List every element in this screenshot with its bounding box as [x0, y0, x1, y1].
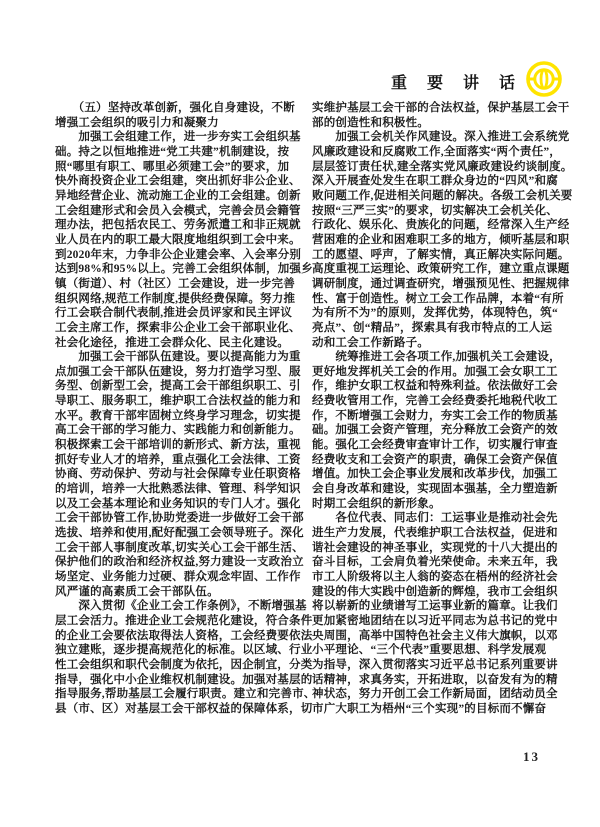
text-line: 小平理论、“三个代表”重要思想、科学发展观 — [312, 644, 547, 657]
text-line: 经费收管用工作，完善工会经费委托地税代收工 — [312, 395, 558, 408]
text-line: 础。持之以恒地推进“党工共建”机制建设，按 — [55, 145, 290, 158]
text-line: 按照“三严三实”的要求，切实解决工会机关化、 — [312, 204, 558, 217]
text-line: 时期工会组织的新形象。 — [312, 497, 441, 510]
text-line: 达到98%和95%以上。完善工会组织体制，加强乡 — [55, 263, 313, 276]
text-line: 快外商投资企业工会组建，突出抓好非公企业、 — [55, 175, 301, 188]
text-line: 部的创造性和积极性。 — [312, 116, 429, 129]
text-line: 层层签订责任状,建全落实党风廉政建设约谈制度。 — [312, 160, 573, 173]
text-line: 性工会组织和职代会制度为依托，因企制宜，分类 — [55, 658, 313, 671]
text-line: 调研制度，通过调查研究，增强预见性、把握规律 — [312, 277, 570, 290]
text-line: 能。强化工会经费审查审计工作，切实履行审查 — [312, 439, 558, 452]
two-column-text-body — [55, 101, 573, 717]
text-line: 加强工会机关作风建设。深入推进工会系统党 — [312, 131, 570, 144]
text-line: 工会组建形式和会员入会模式，完善会员会籍管 — [55, 204, 301, 217]
text-line: 高度重视工运理论、政策研究工作，建立重点课题 — [312, 263, 570, 276]
trade-union-emblem-icon — [525, 60, 563, 98]
text-line: 异地经营企业、流动施工企业的工会组建。创新 — [55, 189, 301, 202]
text-line: 央周围，高举中国特色社会主义伟大旗帜，以邓 — [312, 629, 558, 642]
text-line: 照“哪里有职工、哪里必须建工会”的要求，加 — [55, 160, 290, 173]
text-line: 社会化途径，推进工会群众化、民主化建设。 — [55, 336, 289, 349]
text-line: 话精神，求真务实，开拓进取，以奋发有为的精 — [312, 673, 558, 686]
text-line: 深入开展查处发生在职工群众身边的“四风”和腐 — [312, 175, 558, 188]
text-line: 工会主席工作，探索非公企业工会干部职业化、 — [55, 321, 301, 334]
text-line: 行工会联合制代表制,推进会员评家和民主评议 — [55, 307, 293, 320]
text-line: 保护他们的政治和经济权益,努力建设一支政治立 — [55, 556, 304, 569]
text-line: 场坚定、业务能力过硬、群众观念牢固、工作作 — [55, 571, 301, 583]
text-line: 水平。教育干部牢固树立终身学习理念，切实提 — [55, 409, 301, 422]
text-line: 协商、劳动保护、劳动与社会保障专业任职资格 — [55, 468, 301, 481]
text-line: 性、富于创造性。树立工会工作品牌，本着“有所 — [312, 292, 564, 305]
text-line: 以及工会基本理论和业务知识的专门人才。强化 — [55, 497, 301, 510]
text-line: 更好地发挥机关工会的作用。加强工会女职工工 — [312, 365, 558, 378]
text-line: 为有所不为”的原则，发挥优势，体现特色，筑“ — [312, 307, 558, 320]
text-line: 经费收支和工会资产的职责，确保工会资产保值 — [312, 453, 558, 466]
page-header-title: 重 要 讲 话 — [390, 74, 523, 92]
text-line: 高工会干部的学习能力、实践能力和创新能力。 — [55, 424, 301, 437]
text-line: 组织网络,规范工作制度,提供经费保障。努力推 — [55, 292, 296, 305]
text-line: 更加紧密地团结在以习近平同志为总书记的党中 — [312, 614, 558, 627]
text-line: 工的愿望、呼声，了解实情，真正解决实际问题。 — [312, 248, 570, 261]
text-line: 将以崭新的业绩谱写工运事业新的篇章。让我们 — [312, 600, 558, 613]
text-line: 业人员在内的职工最大限度地组织到工会中来。 — [55, 233, 301, 246]
text-line: 统筹推进工会各项工作,加强机关工会建设， — [312, 351, 561, 364]
text-line: 导职工、服务职工，维护职工合法权益的能力和 — [55, 395, 301, 408]
text-line: 建设的伟大实践中创造新的辉煌，我市工会组织 — [312, 585, 558, 598]
text-line: 作，维护女职工权益和特殊利益。依法做好工会 — [312, 380, 558, 393]
text-line: 层工会活力。推进企业工会规范化建设，符合条件 — [55, 614, 313, 627]
text-line: 会自身改革和建设，实现固本强基，全力塑造新 — [312, 483, 558, 496]
text-line: 县（市、区）对基层工会干部权益的保障体系，切 — [55, 702, 313, 715]
text-line: （五）坚持改革创新，强化自身建设，不断 — [55, 102, 295, 114]
text-line: 到2020年末，力争非公企业建会率、入会率分别 — [55, 248, 302, 261]
text-line: 进生产力发展，代表维护职工合法权益，促进和 — [312, 527, 558, 540]
text-line: 败问题工作,促进相关问题的解决。各级工会机关要 — [312, 189, 573, 202]
text-line: 增值。加快工会企事业发展和改革步伐，加强工 — [312, 468, 558, 481]
right-text-column — [312, 101, 573, 717]
page-header — [0, 60, 563, 98]
text-line: 抓好专业人才的培养，重点强化工会法律、工资 — [55, 453, 301, 466]
text-line: 工会干部协管工作,协助党委进一步做好工会干部 — [55, 512, 304, 525]
text-line: 行政化、娱乐化、贵族化的问题，经常深入生产经 — [312, 219, 570, 232]
text-line: 亮点”、创“精品”，探索具有我市特点的工人运 — [312, 321, 553, 334]
text-line: 动和工会工作新路子。 — [312, 336, 429, 349]
page-number: 13 — [523, 749, 540, 764]
text-line: 务型、创新型工会，提高工会干部组织职工、引 — [55, 380, 301, 393]
text-line: 深入贯彻《企业工会工作条例》，不断增强基 — [55, 600, 307, 613]
text-line: 加强工会组建工作，进一步夯实工会组织基 — [55, 131, 301, 144]
text-line: 神状态，努力开创工会工作新局面，团结动员全 — [312, 688, 558, 701]
text-line: 奋斗目标，工会肩负着光荣使命。未来五年，我 — [312, 556, 558, 569]
text-line: 础。加强工会资产管理，充分释放工会资产的效 — [312, 424, 558, 437]
text-line: 镇（街道）、村（社区）工会建设，进一步完善 — [55, 277, 295, 290]
left-text-column — [55, 101, 316, 717]
text-line: 选拔、培养和使用,配好配强工会领导班子。深化 — [55, 527, 304, 540]
text-line: 指导，强化中小企业维权机制建设。加强对基层的 — [55, 673, 313, 686]
text-line: 作，不断增强工会财力，夯实工会工作的物质基 — [312, 409, 558, 422]
text-line: 理办法，把包括农民工、劳务派遣工和非正规就 — [55, 219, 301, 232]
text-line: 积极探索工会干部培训的新形式、新方法，重视 — [55, 439, 301, 452]
text-line: 风严谨的高素质工会干部队伍。 — [55, 585, 219, 598]
text-line: 为指导，深入贯彻落实习近平总书记系列重要讲 — [312, 658, 558, 671]
text-line: 的培训，培养一大批熟悉法律、管理、科学知识 — [55, 483, 301, 496]
text-line: 市工人阶级将以主人翁的姿态在梧州的经济社会 — [312, 571, 558, 583]
text-line: 营困难的企业和困难职工多的地方，倾听基层和职 — [312, 233, 570, 246]
text-line: 各位代表、同志们：工运事业是推动社会先 — [312, 512, 558, 525]
text-line: 风廉政建设和反腐败工作,全面落实“两个责任”， — [312, 145, 561, 158]
text-line: 谐社会建设的神圣事业，实现党的十八大提出的 — [312, 541, 558, 554]
text-line: 市广大职工为梧州“三个实现”的目标而不懈奋 — [312, 702, 547, 715]
text-line: 的企业工会要依法取得法人资格，工会经费要依法 — [55, 629, 313, 642]
text-line: 点加强工会干部队伍建设，努力打造学习型、服 — [55, 365, 301, 378]
text-line: 增强工会组织的吸引力和凝聚力 — [55, 116, 219, 129]
text-line: 实维护基层工会干部的合法权益，保护基层工会干 — [312, 102, 570, 114]
text-line: 独立建账，逐步提高规范化的标准。以区域、行业 — [55, 644, 313, 657]
text-line: 指导服务,帮助基层工会履行职责。建立和完善市、 — [55, 688, 316, 701]
text-line: 工会干部人事制度改革,切实关心工会干部生活、 — [55, 541, 304, 554]
text-line: 加强工会干部队伍建设。要以提高能力为重 — [55, 351, 301, 364]
